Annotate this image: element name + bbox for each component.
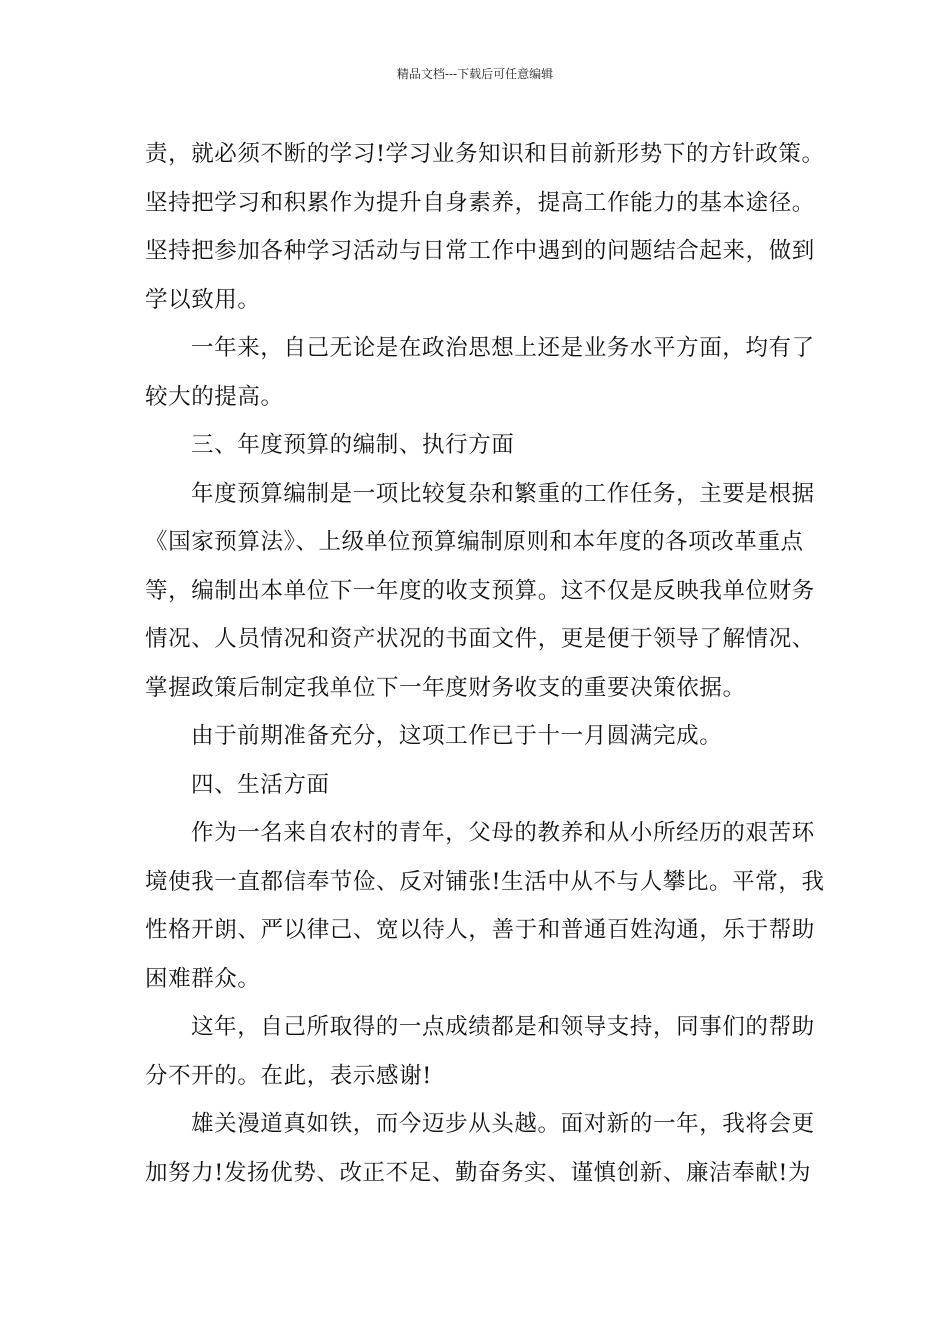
text-line: 坚持把参加各种学习活动与日常工作中遇到的问题结合起来，做到 [145,238,815,264]
text-line: 性格开朗、严以律己、宽以待人，善于和普通百姓沟通，乐于帮助 [145,917,815,943]
text-line: 加努力!发扬优势、改正不足、勤奋务实、谨慎创新、廉洁奉献!为 [145,1159,812,1186]
paragraph [145,470,815,713]
section-heading [145,421,807,470]
text-line: 《国家预算法》、上级单位预算编制原则和本年度的各项改革重点 [145,529,804,555]
text-line: 学以致用。 [145,286,261,313]
text-line: 坚持把学习和积累作为提升自身素养，提高工作能力的基本途径。 [145,189,815,216]
text-line: 这年，自己所取得的一点成绩都是和领导支持，同事们的帮助 [191,1014,815,1040]
text-line: 分不开的。在此，表示感谢! [145,1062,432,1089]
text-line: 雄关漫道真如铁，而今迈步从头越。面对新的一年，我将会更 [191,1111,815,1137]
text-line: 四、生活方面 [191,771,330,798]
paragraph [145,1100,815,1197]
paragraph [145,130,825,324]
text-line: 境使我一直都信奉节俭、反对铺张!生活中从不与人攀比。平常，我 [145,868,825,895]
text-line: 责，就必须不断的学习!学习业务知识和目前新形势下的方针政策。 [145,141,825,167]
page-header: 精品文档---下载后可任意编辑 [396,67,554,81]
paragraph [145,324,815,421]
text-line: 年度预算编制是一项比较复杂和繁重的工作任务，主要是根据 [191,480,815,507]
paragraph [145,712,807,761]
text-line: 作为一名来自农村的青年，父母的教养和从小所经历的艰苦环 [191,820,815,846]
document-body [145,130,825,1197]
text-line: 情况、人员情况和资产状况的书面文件，更是便于领导了解情况、 [145,626,815,652]
text-line: 三、年度预算的编制、执行方面 [191,432,515,458]
paragraph [145,1003,815,1100]
section-heading [145,761,807,810]
paragraph [145,809,825,1003]
text-line: 困难群众。 [145,965,261,992]
text-line: 由于前期准备充分，这项工作已于十一月圆满完成。 [191,723,723,749]
text-line: 等，编制出本单位下一年度的收支预算。这不仅是反映我单位财务 [145,577,815,604]
text-line: 较大的提高。 [145,383,284,410]
text-line: 掌握政策后制定我单位下一年度财务收支的重要决策依据。 [145,674,746,701]
text-line: 一年来，自己无论是在政治思想上还是业务水平方面，均有了 [191,335,815,361]
